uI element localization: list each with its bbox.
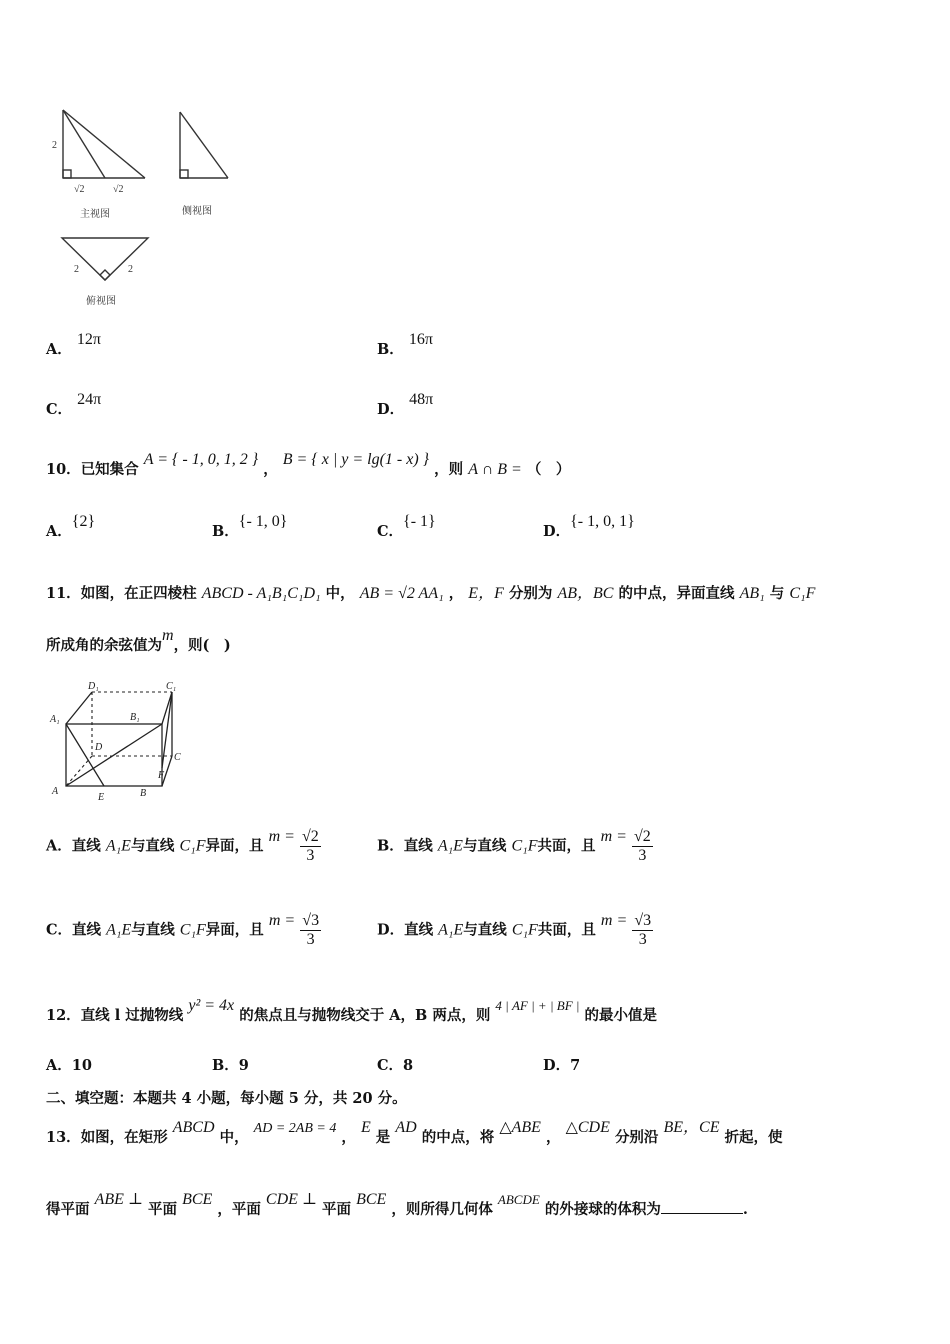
q9-option-c-value: 24π: [77, 391, 102, 408]
side-view-hypotenuse: [180, 112, 228, 178]
q12-stem: 12．直线 l 过抛物线 y² = 4x 的焦点且与抛物线交于 A，B 两点，则 4 | AF | + | BF | 的最小值是: [46, 997, 658, 1024]
q11-prism: ABCD - A₁B₁C₁D₁: [201, 585, 321, 602]
q10-stem: 10．已知集合 A = { - 1, 0, 1, 2 } ， B = { x | y = lg(1 - x) } ，则 A ∩ B = （ ）: [46, 451, 571, 478]
top-right-label: 2: [128, 264, 133, 275]
q13-stem-line2: 得平面 ABE ⊥ 平面 BCE ，平面 CDE ⊥ 平面 BCE ，则所得几何体 ABCDE 的外接球的体积为 .: [46, 1191, 748, 1218]
top-left-label: 2: [74, 264, 79, 275]
front-height-label: 2: [52, 140, 57, 151]
q11-stem-line2: 所成角的余弦值为m，则( ): [46, 627, 231, 654]
q10-option-b[interactable]: B．{- 1, 0}: [212, 513, 288, 540]
q13-stem-line1: 13．如图，在矩形 ABCD 中， AD = 2AB = 4 ， E 是 AD 的中点，将 △ABE ， △CDE 分别沿 BE，CE 折起，使: [46, 1119, 783, 1146]
q9-option-d-value: 48π: [409, 391, 434, 408]
q9-option-b-value: 16π: [408, 331, 433, 348]
q10-option-c[interactable]: C．{- 1}: [377, 513, 436, 540]
front-view-caption: 主视图: [80, 209, 110, 220]
q10-set-b: B = { x | y = lg(1 - x) }: [282, 451, 430, 468]
q12-equation: y² = 4x: [188, 997, 235, 1014]
three-view-figure: [40, 100, 260, 315]
svg-text:C₁: C₁: [166, 681, 177, 692]
q9-option-c[interactable]: C． 24π: [46, 391, 102, 418]
line-a1e: [66, 724, 104, 786]
svg-text:E: E: [98, 792, 105, 803]
svg-text:B₁: B₁: [130, 712, 140, 723]
q11-stem-line1: 11．如图，在正四棱柱 ABCD - A₁B₁C₁D₁ 中， AB = √2 AA₁ ， E，F 分别为 AB，BC 的中点，异面直线 AB₁ 与 C₁F: [46, 585, 816, 602]
q10-option-d[interactable]: D．{- 1, 0, 1}: [543, 513, 635, 540]
svg-text:B: B: [140, 788, 147, 799]
top-view-caption: 俯视图: [86, 296, 116, 307]
side-view-right-angle: [180, 170, 188, 178]
q11-option-b[interactable]: B．直线 A₁E与直线 C₁F共面，且 m = $\frac{√2}{3}$: [377, 827, 651, 864]
q12-option-b[interactable]: B．9: [212, 1057, 249, 1074]
q9-option-d[interactable]: D． 48π: [377, 391, 434, 418]
q9-option-a[interactable]: A． 12π: [46, 331, 101, 358]
line-c1f: [162, 692, 172, 768]
front-view-inner-line: [63, 110, 105, 178]
q9-option-b[interactable]: B． 16π: [377, 331, 433, 358]
prism-figure: [44, 678, 194, 806]
front-view-right-angle: [63, 170, 71, 178]
q11-option-d[interactable]: D．直线 A₁E与直线 C₁F共面，且 m = $\frac{√3}{3}$: [377, 911, 652, 948]
svg-text:A₁: A₁: [50, 714, 60, 725]
svg-text:D₁: D₁: [88, 681, 99, 692]
q9-option-a-value: 12π: [76, 331, 101, 348]
q12-option-c[interactable]: C．8: [377, 1057, 414, 1074]
q11-condition: AB = √2 AA₁: [359, 585, 444, 602]
q10-expr: A ∩ B =: [468, 461, 522, 478]
section-2-title: 二、填空题：本题共 4 小题，每小题 5 分，共 20 分。: [46, 1090, 407, 1107]
svg-text:F: F: [158, 770, 165, 781]
svg-text:D: D: [95, 742, 103, 753]
q12-expression: 4 | AF | + | BF |: [495, 998, 580, 1013]
svg-text:C: C: [174, 752, 181, 763]
side-view-caption: 侧视图: [182, 206, 212, 217]
q11-option-a[interactable]: A．直线 A₁E与直线 C₁F异面，且 m = $\frac{√2}{3}$: [46, 827, 319, 864]
front-view-hypotenuse: [63, 110, 145, 178]
q13-answer-blank[interactable]: [661, 1213, 743, 1214]
q11-option-c[interactable]: C．直线 A₁E与直线 C₁F异面，且 m = $\frac{√3}{3}$: [46, 911, 320, 948]
front-base-right-label: √2: [113, 184, 124, 195]
front-base-left-label: √2: [74, 184, 85, 195]
q10-set-a: A = { - 1, 0, 1, 2 }: [143, 451, 259, 468]
q10-option-a[interactable]: A．{2}: [46, 513, 96, 540]
q12-option-d[interactable]: D．7: [543, 1057, 581, 1074]
line-ab1: [66, 724, 162, 786]
svg-text:A: A: [52, 786, 59, 797]
q12-option-a[interactable]: A．10: [46, 1057, 92, 1074]
top-view-right-angle: [100, 270, 110, 280]
